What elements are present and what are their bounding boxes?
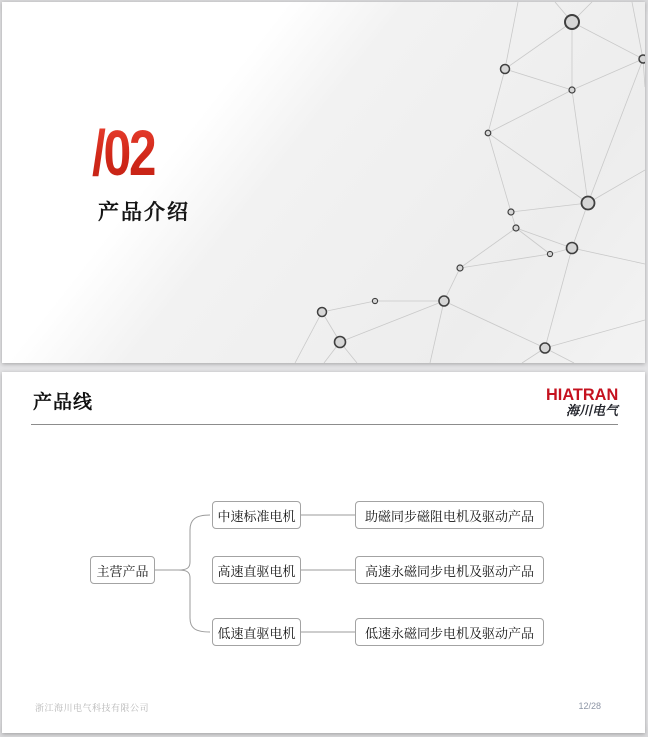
- diagram-leaf-label: 助磁同步磁阻电机及驱动产品: [364, 508, 534, 524]
- page-title: 产品线: [33, 392, 94, 413]
- logo-text-en: HIATRAN: [545, 385, 618, 404]
- footer-company-name: 浙江海川电气科技有限公司: [35, 703, 150, 713]
- diagram-leaf-label: 高速永磁同步电机及驱动产品: [364, 563, 534, 579]
- tree-connector-lines: [2, 372, 645, 733]
- diagram-root-node: [90, 556, 155, 584]
- diagram-mid-label: 低速直驱电机: [217, 625, 296, 641]
- brace-connector: [155, 515, 210, 632]
- slide-section-intro[interactable]: [2, 2, 645, 363]
- diagram-mid-label: 中速标准电机: [217, 508, 296, 524]
- diagram-leaf-label: 低速永磁同步电机及驱动产品: [364, 625, 534, 641]
- diagram-mid-node: [212, 618, 301, 646]
- diagram-leaf-node: [355, 501, 544, 529]
- logo-text-cn: 海川电气: [565, 402, 618, 418]
- footer-page-indicator: 12/28: [578, 701, 601, 711]
- diagram-root-label: 主营产品: [96, 563, 149, 579]
- diagram-leaf-node: [355, 556, 544, 584]
- diagram-leaf-node: [355, 618, 544, 646]
- section-title: 产品介绍: [98, 201, 190, 224]
- slide-product-line[interactable]: [2, 372, 645, 733]
- diagram-mid-node: [212, 501, 301, 529]
- diagram-mid-label: 高速直驱电机: [217, 563, 296, 579]
- diagram-mid-node: [212, 556, 301, 584]
- product-tree-diagram: [2, 372, 645, 733]
- section-number: /02: [92, 117, 155, 189]
